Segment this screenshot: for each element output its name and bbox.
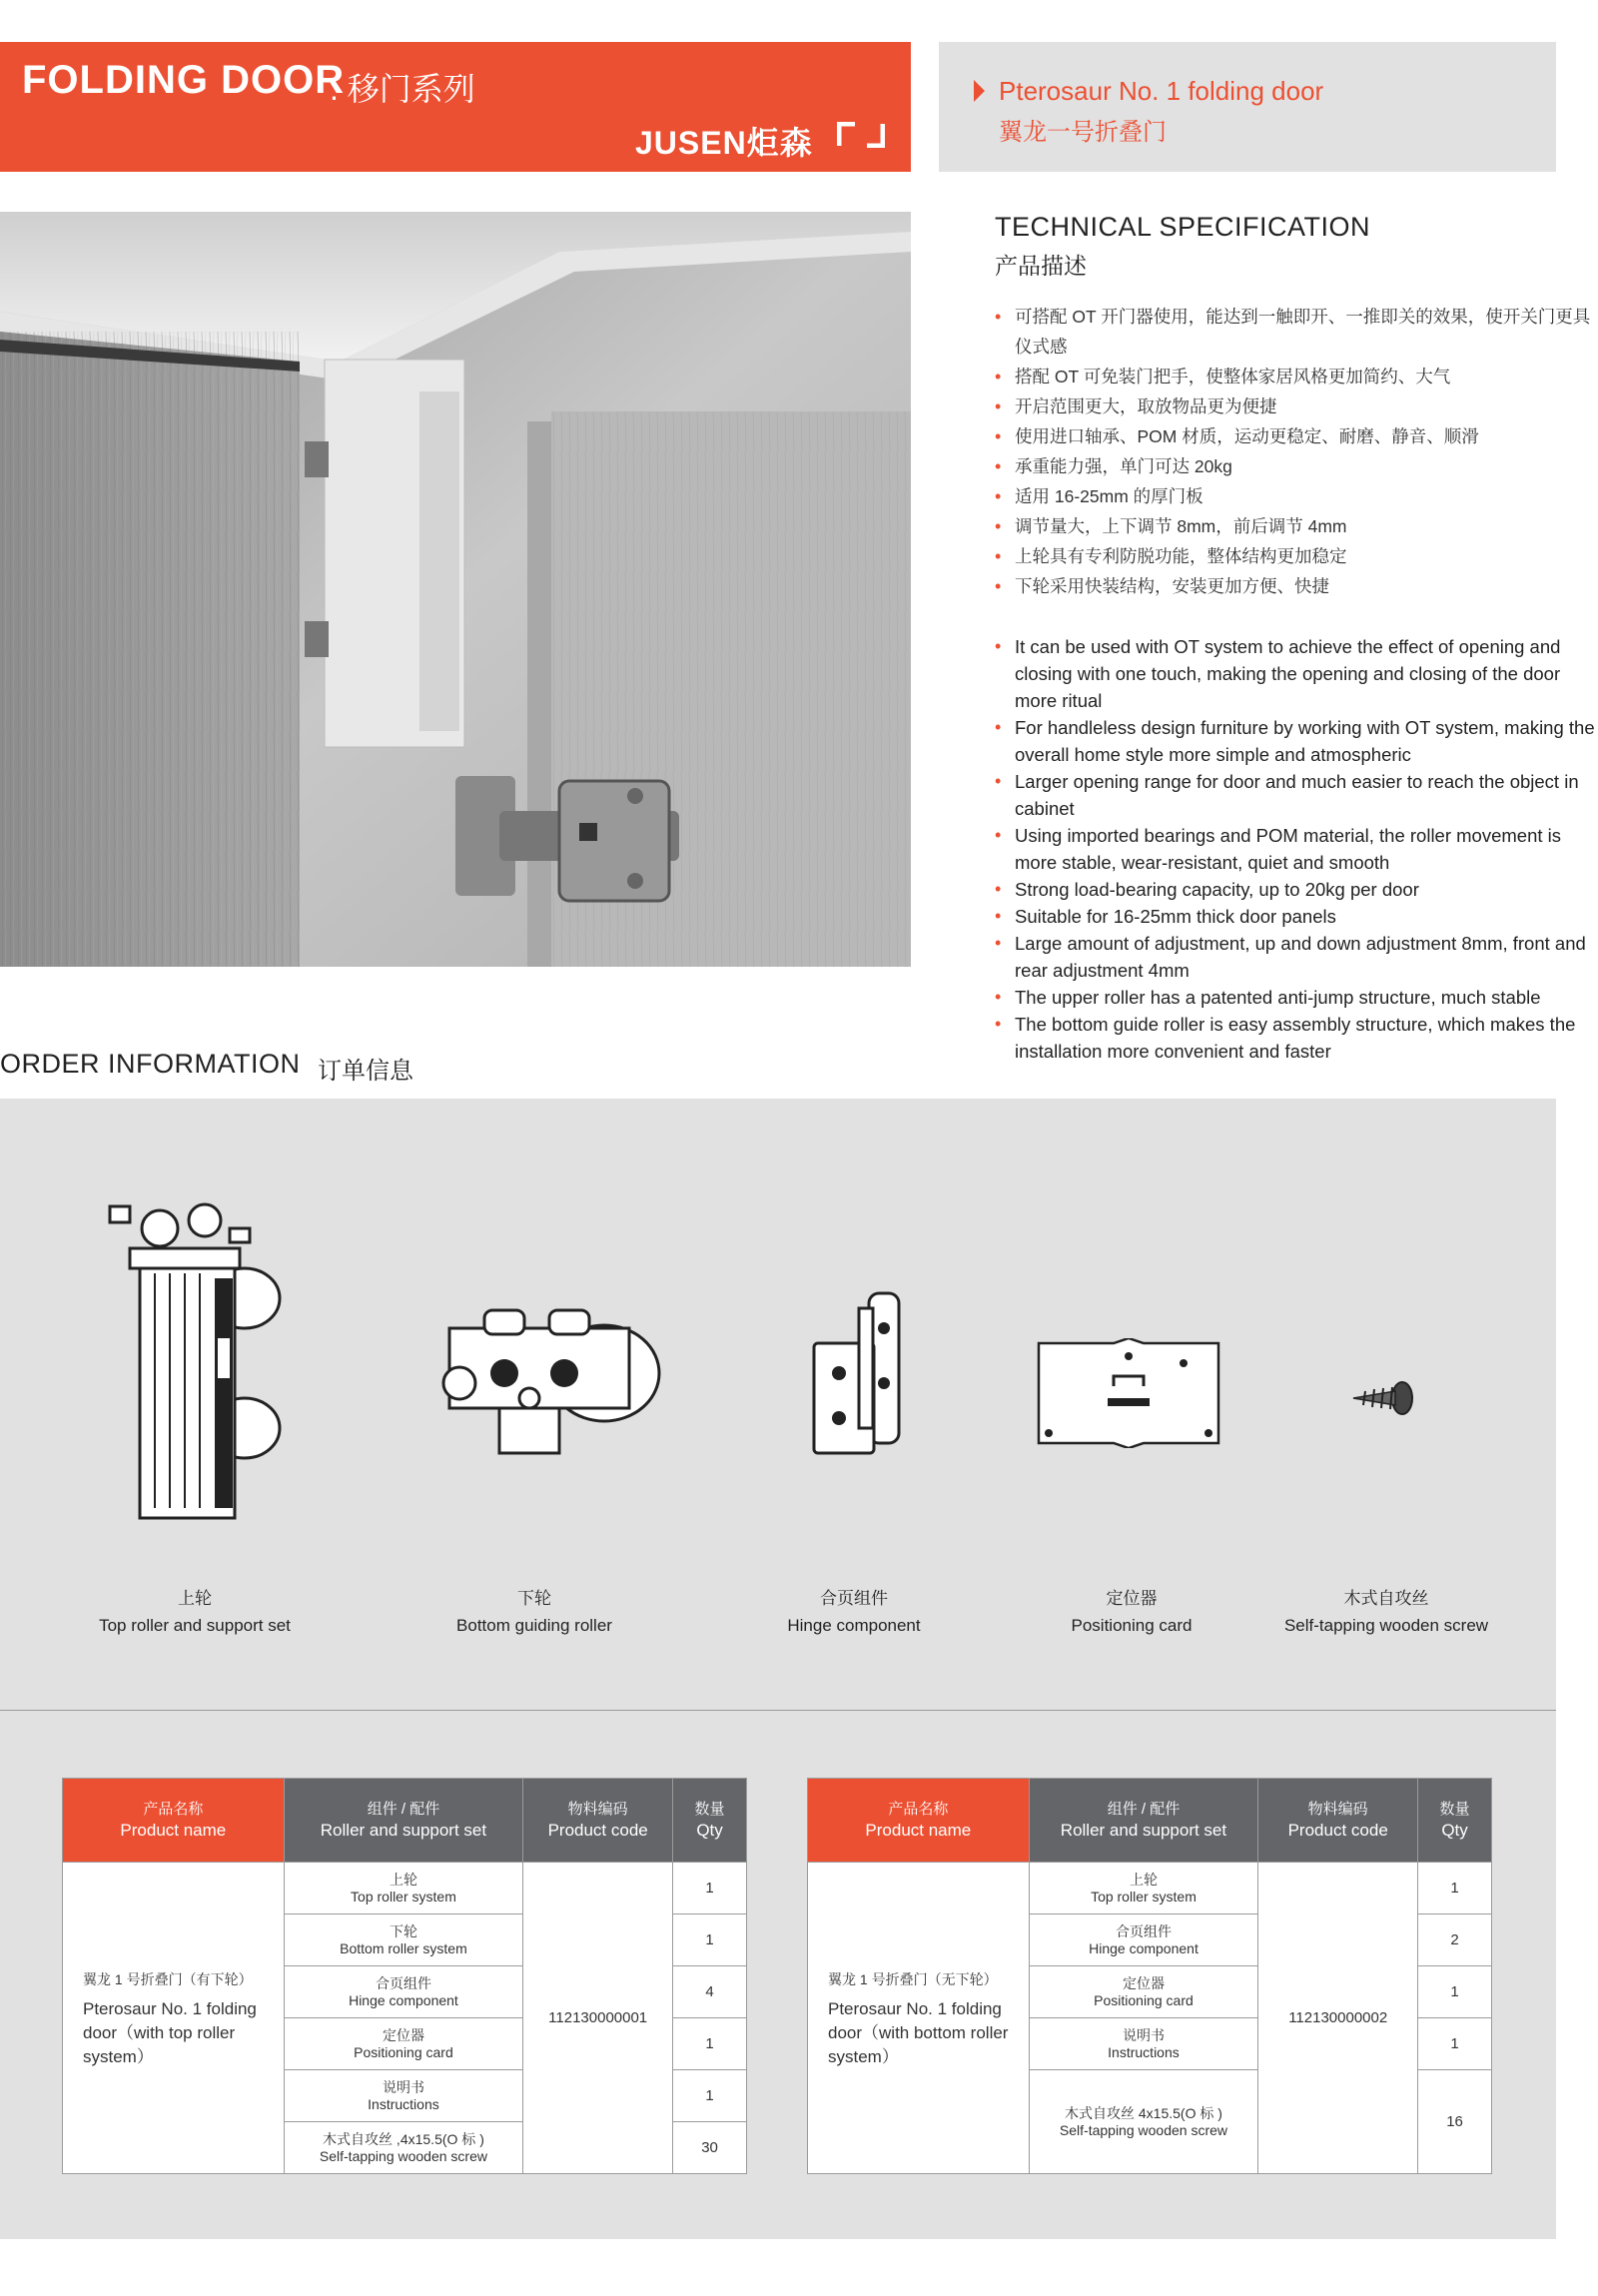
product-label: 合页组件 Hinge component	[787, 1589, 921, 1635]
bullet-icon: •	[995, 825, 1002, 845]
spec-bullet-cn: • 开启范围更大，取放物品更为便捷	[995, 391, 1594, 421]
bullet-icon: •	[995, 546, 1002, 566]
table-row	[63, 1863, 747, 1914]
qty-cell: 1	[673, 2070, 747, 2122]
spec-bullet-cn: • 使用进口轴承、POM 材质，运动更稳定、耐磨、静音、顺滑	[995, 421, 1594, 451]
spec-bullet-en: • Large amount of adjustment, up and down adjustment 8mm, front and rear adjustment 4mm	[995, 930, 1598, 984]
spec-title-cn: 产品描述	[995, 253, 1087, 279]
col-header-product-name: 产品名称 Product name	[63, 1779, 285, 1863]
col-header-code: 物料编码 Product code	[1258, 1779, 1418, 1863]
brand-name: JUSEN炬森	[635, 125, 813, 161]
qty-cell: 1	[673, 2018, 747, 2070]
component-cell: 说明书 Instructions	[284, 2070, 523, 2122]
spec-bullet-en: • Suitable for 16-25mm thick door panels	[995, 903, 1598, 930]
spec-bullet-en: • It can be used with OT system to achieve the effect of opening and closing with one touch, making the opening and closing of the door more ritual	[995, 633, 1598, 714]
order-title: ORDER INFORMATION	[0, 1049, 301, 1079]
component-cell: 木式自攻丝 4x15.5(O 标 ) Self-tapping wooden screw	[1029, 2070, 1258, 2174]
bullet-icon: •	[995, 771, 1002, 791]
product-banner	[939, 42, 1556, 172]
screw-icon	[1350, 1378, 1415, 1418]
product-code-cell: 112130000001	[523, 1863, 673, 2174]
product-name-cell: 翼龙 1 号折叠门（无下轮） Pterosaur No. 1 folding door（with bottom roller system）	[808, 1863, 1030, 2174]
hinge-icon	[809, 1288, 919, 1458]
spec-title: TECHNICAL SPECIFICATION	[995, 212, 1371, 242]
top-roller-icon	[100, 1198, 300, 1528]
arrow-right-icon	[974, 80, 985, 102]
qty-cell: 1	[673, 1914, 747, 1966]
component-cell: 说明书 Instructions	[1029, 2018, 1258, 2070]
spec-bullet-cn: • 下轮采用快装结构，安装更加方便、快捷	[995, 571, 1594, 601]
col-header-product-name: 产品名称 Product name	[808, 1779, 1030, 1863]
bullet-icon: •	[995, 516, 1002, 536]
col-header-qty: 数量 Qty	[1418, 1779, 1492, 1863]
qty-cell: 1	[1418, 1966, 1492, 2018]
product-name-cn: 翼龙一号折叠门	[999, 119, 1167, 146]
product-name-en: Pterosaur No. 1 folding door	[999, 76, 1324, 106]
col-header-set: 组件 / 配件 Roller and support set	[1029, 1779, 1258, 1863]
component-cell: 上轮 Top roller system	[284, 1863, 523, 1914]
bullet-icon: •	[995, 636, 1002, 656]
bullet-icon: •	[995, 486, 1002, 506]
bullet-icon: •	[995, 879, 1002, 899]
spec-bullet-cn: • 上轮具有专利防脱功能，整体结构更加稳定	[995, 541, 1594, 571]
spec-bullet-cn: • 适用 16-25mm 的厚门板	[995, 481, 1594, 511]
spec-bullet-en: • Larger opening range for door and much easier to reach the object in cabinet	[995, 768, 1598, 822]
product-name-cell: 翼龙 1 号折叠门（有下轮） Pterosaur No. 1 folding door（with top roller system）	[63, 1863, 285, 2174]
bullet-icon: •	[995, 933, 1002, 953]
spec-bullet-en: • Using imported bearings and POM material, the roller movement is more stable, wear-resistant, quiet and smooth	[995, 822, 1598, 876]
table-row	[808, 1863, 1492, 1914]
spec-bullet-en: • The bottom guide roller is easy assembly structure, which makes the installation more convenient and faster	[995, 1011, 1598, 1065]
bullet-icon: •	[995, 456, 1002, 476]
bullet-icon: •	[995, 396, 1002, 416]
order-table	[62, 1778, 747, 2174]
order-table	[807, 1778, 1492, 2174]
qty-cell: 1	[673, 1863, 747, 1914]
product-code-cell: 112130000002	[1258, 1863, 1418, 2174]
bullet-icon: •	[995, 1014, 1002, 1034]
qty-cell: 2	[1418, 1914, 1492, 1966]
col-header-qty: 数量 Qty	[673, 1779, 747, 1863]
bullet-icon: •	[995, 906, 1002, 926]
bullet-icon: •	[995, 576, 1002, 596]
order-title-cn: 订单信息	[318, 1058, 413, 1085]
qty-cell: 4	[673, 1966, 747, 2018]
bullet-icon: •	[995, 307, 1002, 327]
positioning-card-icon	[1034, 1338, 1223, 1448]
page-subtitle: . 移门系列	[330, 71, 475, 107]
component-cell: 木式自攻丝 ,4x15.5(O 标 ) Self-tapping wooden screw	[284, 2122, 523, 2174]
bottom-roller-icon	[429, 1298, 669, 1468]
component-cell: 合页组件 Hinge component	[284, 1966, 523, 2018]
qty-cell: 30	[673, 2122, 747, 2174]
component-cell: 定位器 Positioning card	[1029, 1966, 1258, 2018]
component-cell: 下轮 Bottom roller system	[284, 1914, 523, 1966]
spec-bullet-cn: • 承重能力强，单门可达 20kg	[995, 451, 1594, 481]
bullet-icon: •	[995, 987, 1002, 1007]
page-title: FOLDING DOOR	[22, 58, 346, 102]
spec-bullet-en: • For handleless design furniture by working with OT system, making the overall home style more simple and atmospheric	[995, 714, 1598, 768]
spec-bullet-en: • Strong load-bearing capacity, up to 20kg per door	[995, 876, 1598, 903]
brand-logo-icon	[837, 122, 885, 148]
bullet-icon: •	[995, 717, 1002, 737]
component-cell: 合页组件 Hinge component	[1029, 1914, 1258, 1966]
bullet-icon: •	[995, 426, 1002, 446]
component-cell: 上轮 Top roller system	[1029, 1863, 1258, 1914]
divider	[0, 1710, 1556, 1711]
qty-cell: 1	[1418, 2018, 1492, 2070]
spec-bullet-cn: • 搭配 OT 可免装门把手，使整体家居风格更加简约、大气	[995, 362, 1594, 391]
product-photo	[0, 212, 911, 967]
product-label: 定位器 Positioning card	[1071, 1589, 1193, 1635]
spec-bullet-cn: • 调节量大，上下调节 8mm，前后调节 4mm	[995, 511, 1594, 541]
spec-bullet-cn: • 可搭配 OT 开门器使用，能达到一触即开、一推即关的效果，使开关门更具仪式感	[995, 302, 1594, 362]
product-label: 下轮 Bottom guiding roller	[456, 1589, 612, 1635]
qty-cell: 16	[1418, 2070, 1492, 2174]
product-label: 上轮 Top roller and support set	[99, 1589, 291, 1635]
qty-cell: 1	[1418, 1863, 1492, 1914]
product-label: 木式自攻丝 Self-tapping wooden screw	[1283, 1589, 1489, 1635]
component-cell: 定位器 Positioning card	[284, 2018, 523, 2070]
spec-bullet-en: • The upper roller has a patented anti-jump structure, much stable	[995, 984, 1598, 1011]
col-header-code: 物料编码 Product code	[523, 1779, 673, 1863]
col-header-set: 组件 / 配件 Roller and support set	[284, 1779, 523, 1863]
bullet-icon: •	[995, 367, 1002, 386]
